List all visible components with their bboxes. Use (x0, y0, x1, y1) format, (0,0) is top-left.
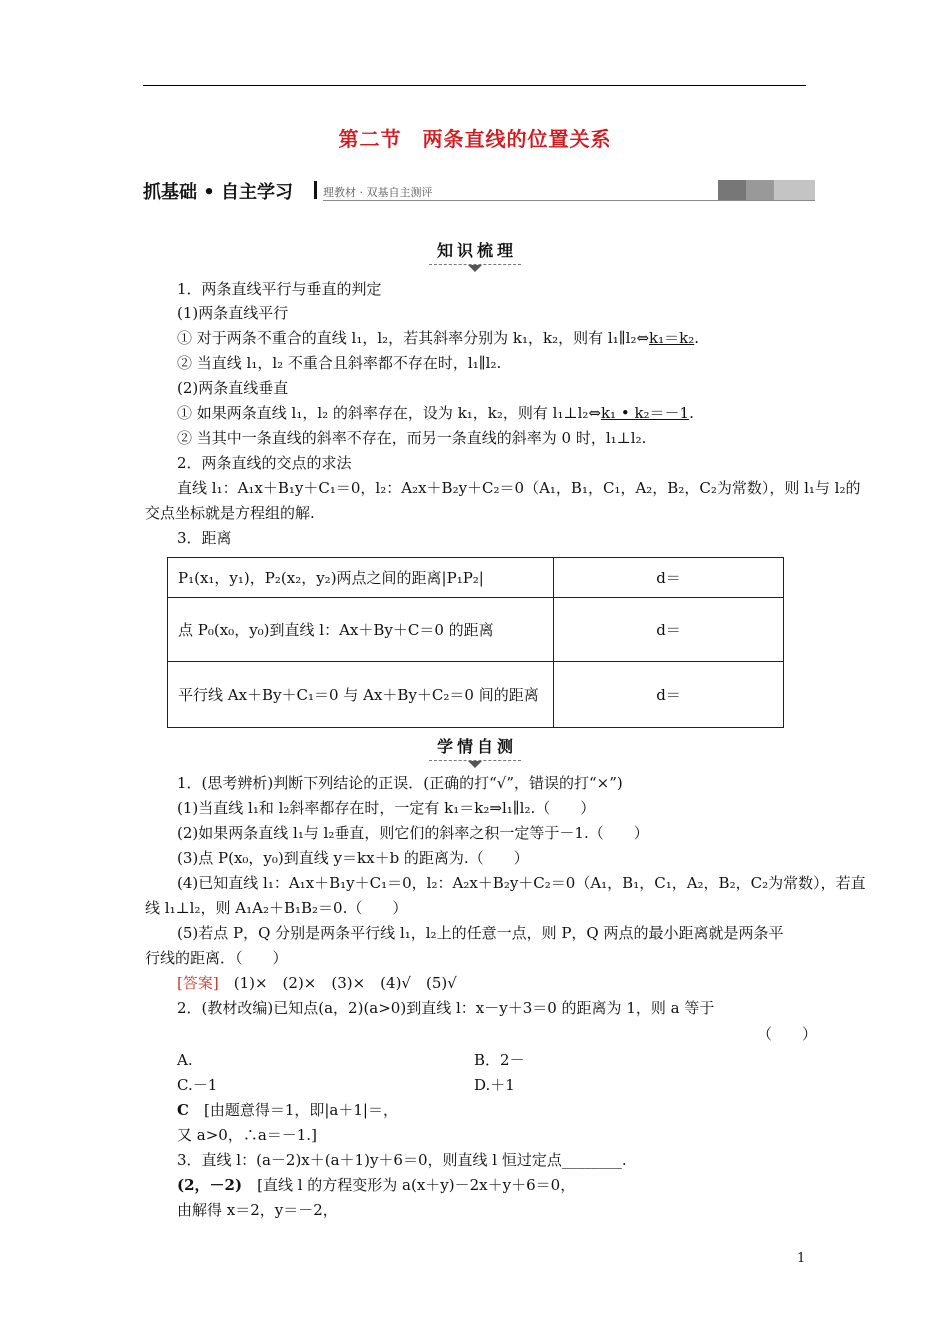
page-title: 第二节 两条直线的位置关系 (338, 127, 612, 151)
knowledge-line: ② 当直线 l₁，l₂ 不重合且斜率都不存在时，l₁∥l₂. (177, 354, 502, 372)
knowledge-line: 1．两条直线平行与垂直的判定 (177, 280, 382, 298)
knowledge-line: (1)两条直线平行 (177, 304, 289, 322)
knowledge-line: 直线 l₁：A₁x＋B₁y＋C₁＝0，l₂：A₂x＋B₂y＋C₂＝0（A₁，B₁，C₁，A₂，B₂，C₂为常数），则 l₁与 l₂的 (177, 479, 861, 497)
distance-table (167, 557, 784, 728)
selftest-line: (4)已知直线 l₁：A₁x＋B₁y＋C₁＝0，l₂：A₂x＋B₂y＋C₂＝0（A₁，B₁，C₁，A₂，B₂，C₂为常数），若直 (177, 874, 866, 892)
knowledge-line: 2．两条直线的交点的求法 (177, 454, 352, 472)
knowledge-line: 3．距离 (177, 529, 232, 547)
selftest-line: 1．(思考辨析)判断下列结论的正误．(正确的打“√”，错误的打“×”) (177, 774, 623, 792)
banner-block-dark (718, 180, 746, 200)
solution-line: 由解得 x＝2，y＝－2， (177, 1201, 338, 1219)
knowledge-line: (2)两条直线垂直 (177, 379, 289, 397)
answer-point: (2，－2) (177, 1176, 243, 1194)
banner-block-light (774, 180, 815, 200)
page-number: 1 (797, 1251, 806, 1266)
solution-line: C [由题意得＝1，即|a＋1|＝， (177, 1101, 398, 1119)
answer-blank: （ ） (757, 1025, 818, 1043)
option-a: A. (177, 1051, 193, 1069)
selftest-line: (3)点 P(x₀，y₀)到直线 y＝kx＋b 的距离为.（ ） (177, 849, 529, 867)
solution-line: (2，－2) [直线 l 的方程变形为 a(x＋y)－2x＋y＋6＝0， (177, 1176, 576, 1194)
selftest-line: 线 l₁⊥l₂，则 A₁A₂＋B₁B₂＝0.（ ） (145, 899, 408, 917)
answer-tag: [答案] (177, 974, 219, 992)
knowledge-line: ② 当其中一条直线的斜率不存在，而另一条直线的斜率为 0 时，l₁⊥l₂. (177, 429, 647, 447)
table-cell: d＝ (554, 662, 784, 728)
table-row (168, 598, 784, 662)
option-b: B．2－ (474, 1051, 525, 1069)
knowledge-line: ① 对于两条不重合的直线 l₁，l₂，若其斜率分别为 k₁，k₂，则有 l₁∥l₂⇔k₁＝k₂. (177, 329, 700, 347)
selftest-answer: [答案] (1)× (2)× (3)× (4)√ (5)√ (177, 974, 457, 992)
table-cell: d＝ (554, 558, 784, 598)
banner-rule (323, 200, 815, 201)
selftest-line: 3．直线 l：(a－2)x＋(a＋1)y＋6＝0，则直线 l 恒过定点________. (177, 1151, 627, 1169)
heading-knowledge: 知识梳理 (0, 238, 950, 272)
table-cell: 点 P₀(x₀，y₀)到直线 l：Ax＋By＋C＝0 的距离 (168, 598, 554, 662)
option-c: C.－1 (177, 1076, 218, 1094)
banner-subtitle: 理教材 · 双基自主测评 (323, 186, 433, 199)
table-row (168, 558, 784, 598)
option-d: D.＋1 (474, 1076, 515, 1094)
banner-block-mid (746, 180, 774, 200)
solution-line: 又 a>0，∴a＝－1.] (177, 1126, 317, 1144)
banner-title: 抓基础 • 自主学习 (143, 182, 294, 203)
section-banner (143, 178, 813, 202)
selftest-line: 2．(教材改编)已知点(a，2)(a>0)到直线 l：x－y＋3＝0 的距离为 1，则 a 等于 (177, 999, 715, 1017)
selftest-line: (2)如果两条直线 l₁与 l₂垂直，则它们的斜率之积一定等于－1.（ ） (177, 824, 649, 842)
heading-arrow-icon (468, 761, 482, 768)
table-cell: P₁(x₁，y₁)，P₂(x₂，y₂)两点之间的距离|P₁P₂| (168, 558, 554, 598)
table-row (168, 662, 784, 728)
answer-choice: C (177, 1101, 189, 1119)
knowledge-line: ① 如果两条直线 l₁，l₂ 的斜率存在，设为 k₁，k₂，则有 l₁⊥l₂⇔k₁ • k₂＝－1. (177, 404, 694, 422)
heading-selftest: 学情自测 (0, 734, 950, 768)
banner-divider (314, 181, 317, 199)
answer-perpendicular: k₁ • k₂＝－1 (600, 404, 690, 422)
selftest-line: (5)若点 P，Q 分别是两条平行线 l₁，l₂上的任意一点，则 P，Q 两点的最小距离就是两条平 (177, 924, 784, 942)
selftest-line: 行线的距离．（ ） (145, 949, 288, 967)
table-cell: 平行线 Ax＋By＋C₁＝0 与 Ax＋By＋C₂＝0 间的距离 (168, 662, 554, 728)
header-rule (143, 85, 806, 86)
heading-arrow-icon (468, 265, 482, 272)
selftest-line: (1)当直线 l₁和 l₂斜率都存在时，一定有 k₁＝k₂⇒l₁∥l₂.（ ） (177, 799, 596, 817)
table-cell: d＝ (554, 598, 784, 662)
knowledge-line: 交点坐标就是方程组的解. (145, 504, 315, 522)
answer-parallel: k₁＝k₂ (649, 329, 695, 347)
